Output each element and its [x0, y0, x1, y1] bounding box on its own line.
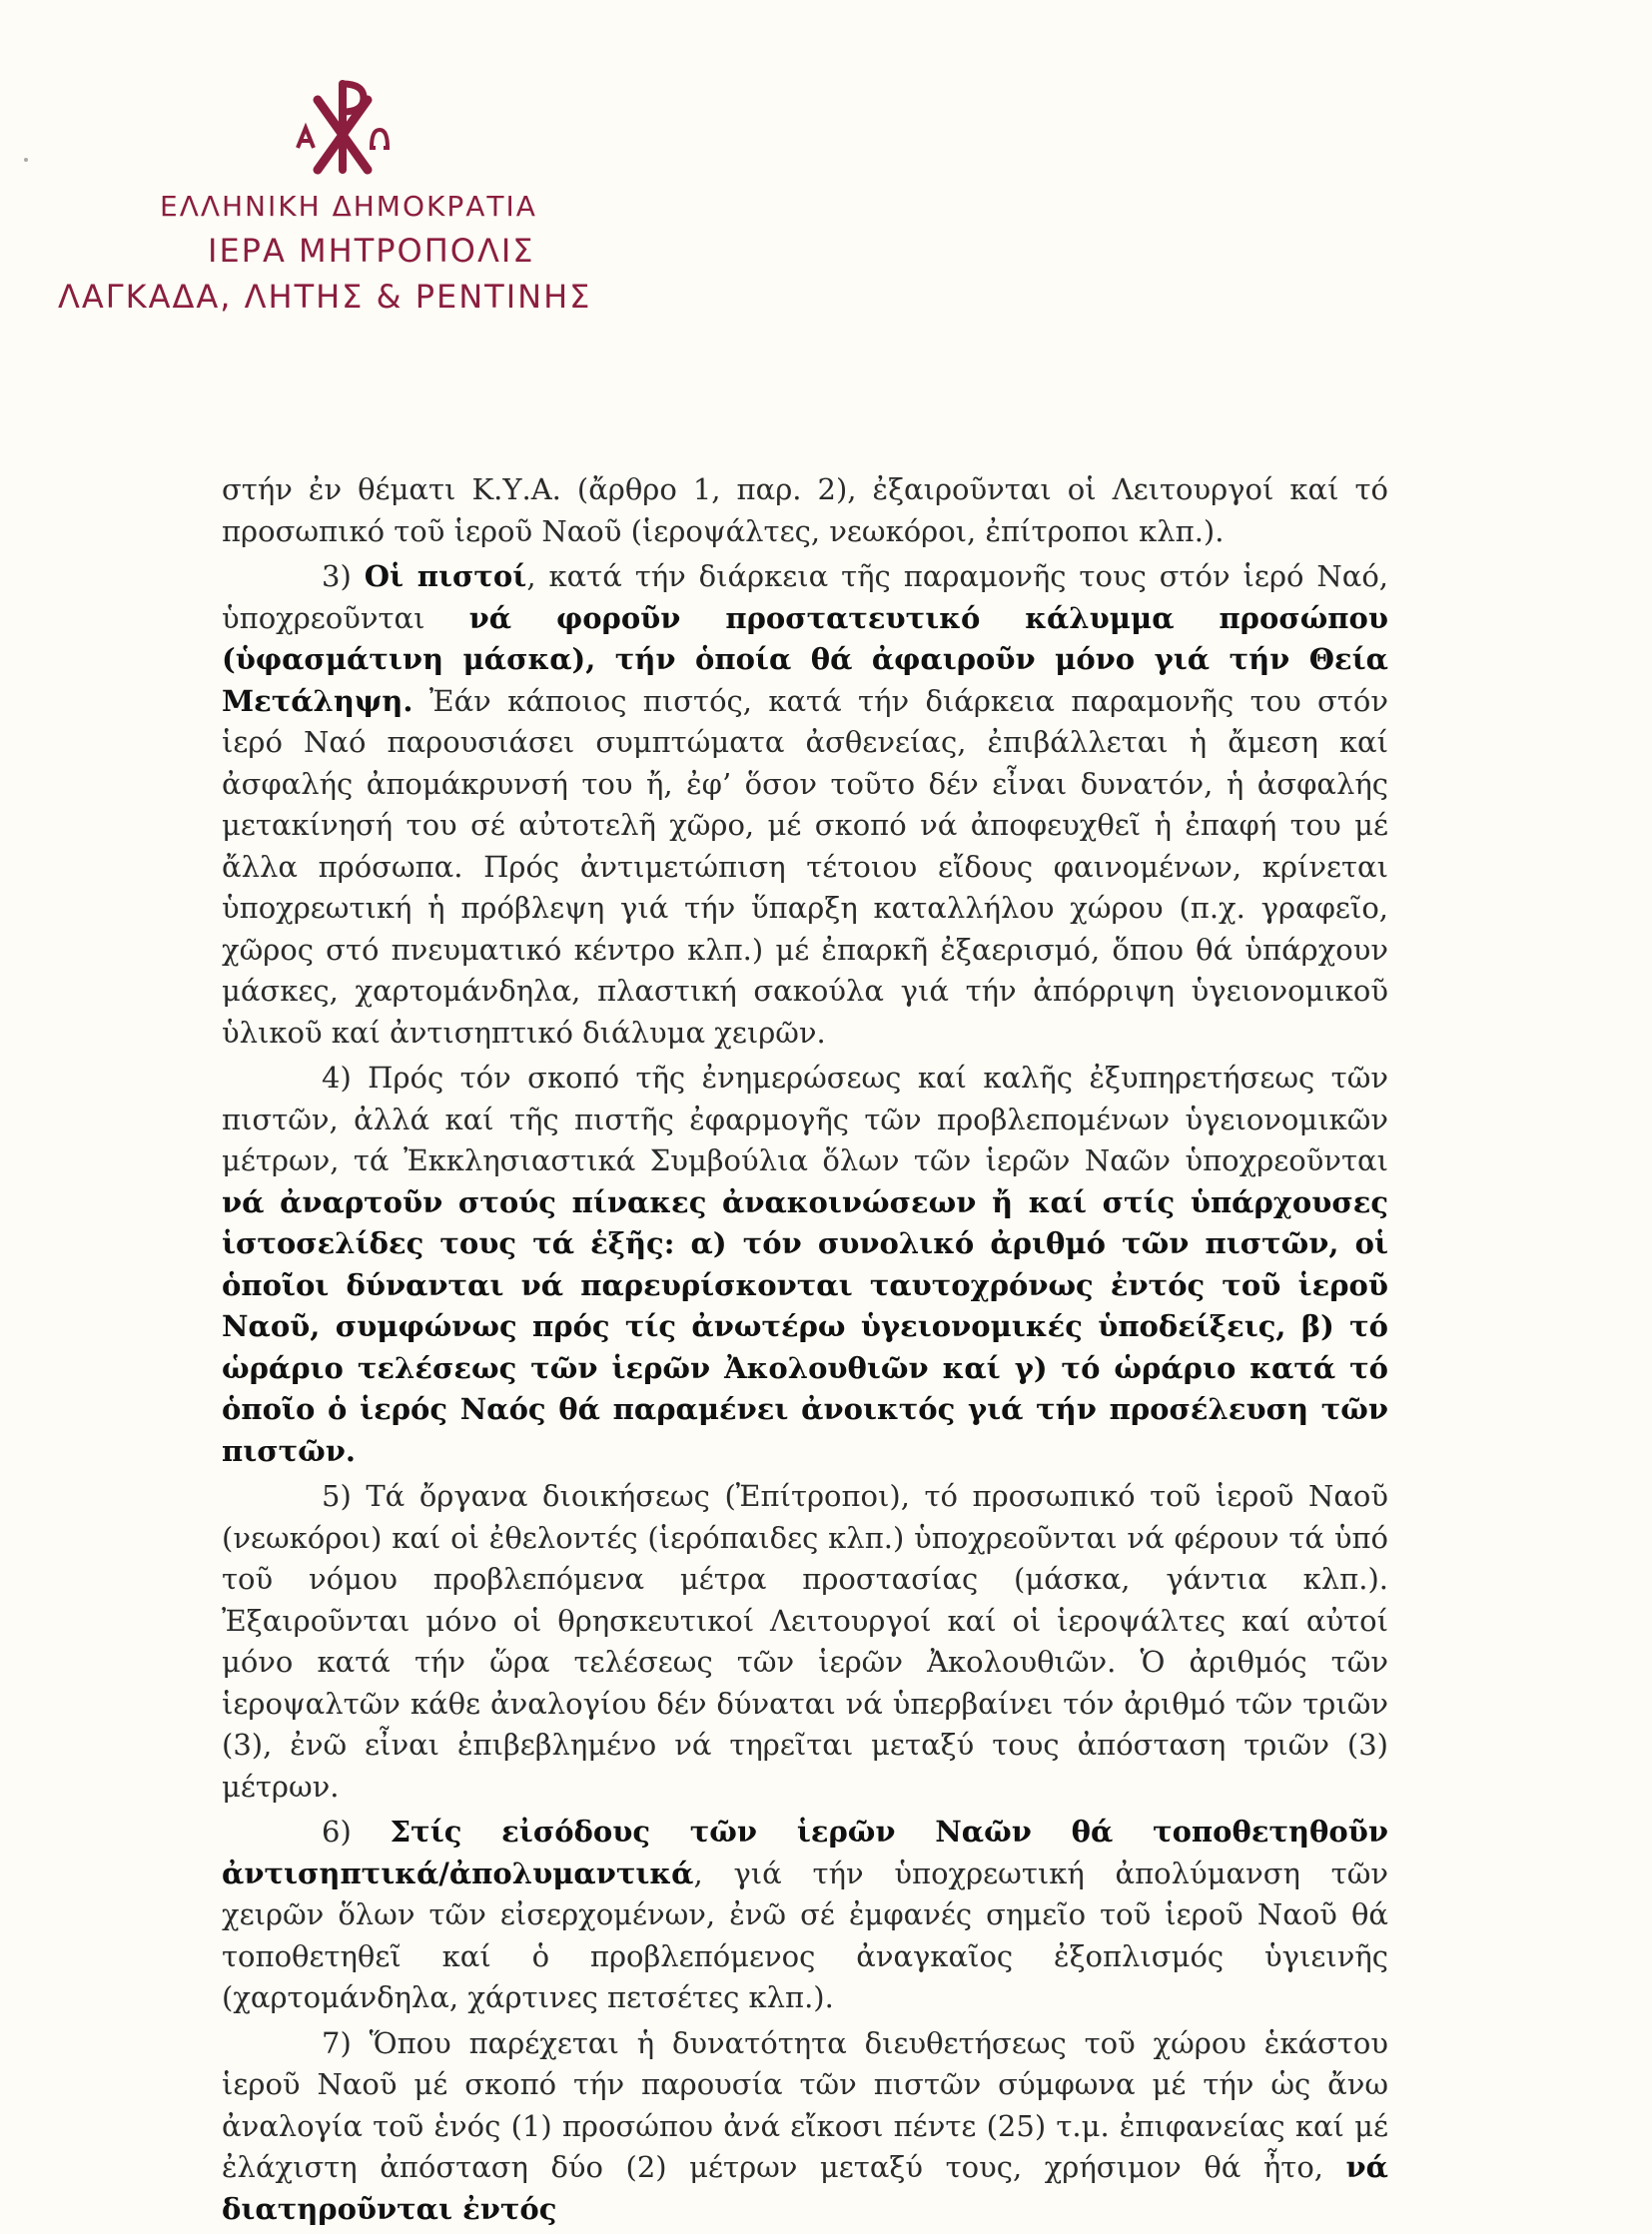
- text-segment: 7) Ὅπου παρέχεται ἡ δυνατότητα διευθετήσεως τοῦ χώρου ἑκάστου ἱεροῦ Ναοῦ μέ σκοπό τήν παρουσία τῶν πιστῶν σύμφωνα μέ τήν ὡς ἄνω ἀναλογία τοῦ ἑνός (1) προσώπου ἀνά εἴκοσι πέντε (25) τ.μ. ἐπιφανείας καί μέ ἐλάχιστη ἀπόσταση δύο (2) μέτρων μεταξύ τους, χρήσιμον θά ἦτο,: [222, 2025, 1388, 2184]
- text-segment: , κατά τήν διάρκεια τῆς παραμονῆς τους στόν ἱερό Ναό, ὑποχρεοῦνται: [222, 559, 1389, 635]
- bold-text: Στίς εἰσόδους τῶν ἱερῶν Ναῶν θά τοποθετηθοῦν ἀντισηπτικά/ἀπολυμαντικά: [222, 1815, 1388, 1890]
- bold-text: Οἱ πιστοί: [364, 559, 527, 593]
- document-body: [222, 469, 1388, 2234]
- text-segment: 4) Πρός τόν σκοπό τῆς ἐνημερώσεως καί καλῆς ἐξυπηρετήσεως τῶν πιστῶν, ἀλλά καί τῆς πιστῆς ἐφαρμογῆς τῶν προβλεπομένων ὑγειονομικῶν μέτρων, τά Ἐκκλησιαστικά Συμβούλια ὅλων τῶν ἱερῶν Ναῶν ὑποχρεοῦνται: [222, 1061, 1388, 1177]
- text-segment: 3): [322, 559, 365, 593]
- paragraph-7: [222, 2023, 1388, 2231]
- letterhead-diocese: ΛΑΓΚΑΔΑ, ΛΗΤΗΣ & ΡΕΝΤΙΝΗΣ: [58, 278, 592, 316]
- letterhead-republic: ΕΛΛΗΝΙΚΗ ΔΗΜΟΚΡΑΤΙΑ: [160, 190, 537, 223]
- paragraph-6: [222, 1812, 1388, 2019]
- paragraph-5: [222, 1476, 1388, 1808]
- scan-speck: [24, 158, 28, 162]
- paragraph-4: [222, 1058, 1388, 1472]
- bold-text: νά διατηροῦνται ἐντός: [222, 2150, 1388, 2226]
- bold-text: νά ἀναρτοῦν στούς πίνακες ἀνακοινώσεων ἤ καί στίς ὑπάρχουσες ἱστοσελίδες τους τά ἑξῆς: α) τόν συνολικό ἀριθμό τῶν πιστῶν, οἱ ὁποῖοι δύνανται νά παρευρίσκονται ταυτοχρόνως ἐντός τοῦ ἱεροῦ Ναοῦ, συμφώνως πρός τίς ἀνωτέρω ὑγειονομικές ὑποδείξεις, β) τό ὡράριο τελέσεως τῶν ἱερῶν Ἀκολουθιῶν καί γ) τό ὡράριο κατά τό ὁποῖο ὁ ἱερός Ναός θά παραμένει ἀνοικτός γιά τήν προσέλευση τῶν πιστῶν.: [222, 1184, 1388, 1468]
- bold-text: νά φοροῦν προστατευτικό κάλυμμα προσώπου (ὑφασμάτινη μάσκα), τήν ὁποία θά ἀφαιροῦν μόνο γιά τήν Θεία Μετάληψη.: [222, 600, 1388, 718]
- paragraph-3: [222, 556, 1388, 1054]
- paragraph-continuation: [222, 469, 1388, 552]
- chi-rho-alpha-omega-icon: [288, 70, 398, 180]
- text-segment: , γιά τήν ὑποχρεωτική ἀπολύμανση τῶν χειρῶν ὅλων τῶν εἰσερχομένων, ἐνῶ σέ ἐμφανές σημεῖο τοῦ ἱεροῦ Ναοῦ θά τοποθετηθεῖ καί ὁ προβλεπόμενος ἀναγκαῖος ἐξοπλισμός ὑγιεινῆς (χαρτομάνδηλα, χάρτινες πετσέτες κλπ.).: [222, 1856, 1388, 2014]
- text-segment: 5) Τά ὄργανα διοικήσεως (Ἐπίτροποι), τό προσωπικό τοῦ ἱεροῦ Ναοῦ (νεωκόροι) καί οἱ ἐθελοντές (ἱερόπαιδες κλπ.) ὑποχρεοῦνται νά φέρουν τά ὑπό τοῦ νόμου προβλεπόμενα μέτρα προστασίας (μάσκα, γάντια κλπ.). Ἐξαιροῦνται μόνο οἱ θρησκευτικοί Λειτουργοί καί οἱ ἱεροψάλτες καί αὐτοί μόνο κατά τήν ὥρα τελέσεως τῶν ἱερῶν Ἀκολουθιῶν. Ὁ ἀριθμός τῶν ἱεροψαλτῶν κάθε ἀναλογίου δέν δύναται νά ὑπερβαίνει τόν ἀριθμό τῶν τριῶν (3), ἐνῶ εἶναι ἐπιβεβλημένο νά τηρεῖται μεταξύ τους ἀπόσταση τριῶν (3) μέτρων.: [222, 1479, 1388, 1804]
- text-segment: Ἐάν κάποιος πιστός, κατά τήν διάρκεια παραμονῆς του στόν ἱερό Ναό παρουσιάσει συμπτώματα ἀσθενείας, ἐπιβάλλεται ἡ ἄμεση καί ἀσφαλής ἀπομάκρυνσή του ἤ, ἐφ’ ὅσον τοῦτο δέν εἶναι δυνατόν, ἡ ἀσφαλής μετακίνησή του σέ αὐτοτελῆ χῶρο, μέ σκοπό νά ἀποφευχθεῖ ἡ ἐπαφή του μέ ἄλλα πρόσωπα. Πρός ἀντιμετώπιση τέτοιου εἴδους φαινομένων, κρίνεται ὑποχρεωτική ἡ πρόβλεψη γιά τήν ὕπαρξη καταλλήλου χώρου (π.χ. γραφεῖο, χῶρος στό πνευματικό κέντρο κλπ.) μέ ἐπαρκῆ ἐξαερισμό, ὅπου θά ὑπάρχουν μάσκες, χαρτομάνδηλα, πλαστική σακούλα γιά τήν ἀπόρριψη ὑγειονομικοῦ ὑλικοῦ καί ἀντισηπτικό διάλυμα χειρῶν.: [222, 683, 1388, 1050]
- text-segment: 6): [322, 1815, 391, 1849]
- text-segment: στήν ἐν θέματι Κ.Υ.Α. (ἄρθρο 1, παρ. 2), ἐξαιροῦνται οἱ Λειτουργοί καί τό προσωπικό τοῦ ἱεροῦ Ναοῦ (ἱεροψάλτες, νεωκόροι, ἐπίτροποι κλπ.).: [222, 472, 1388, 548]
- letterhead-metropolis: ΙΕΡΑ ΜΗΤΡΟΠΟΛΙΣ: [208, 232, 535, 270]
